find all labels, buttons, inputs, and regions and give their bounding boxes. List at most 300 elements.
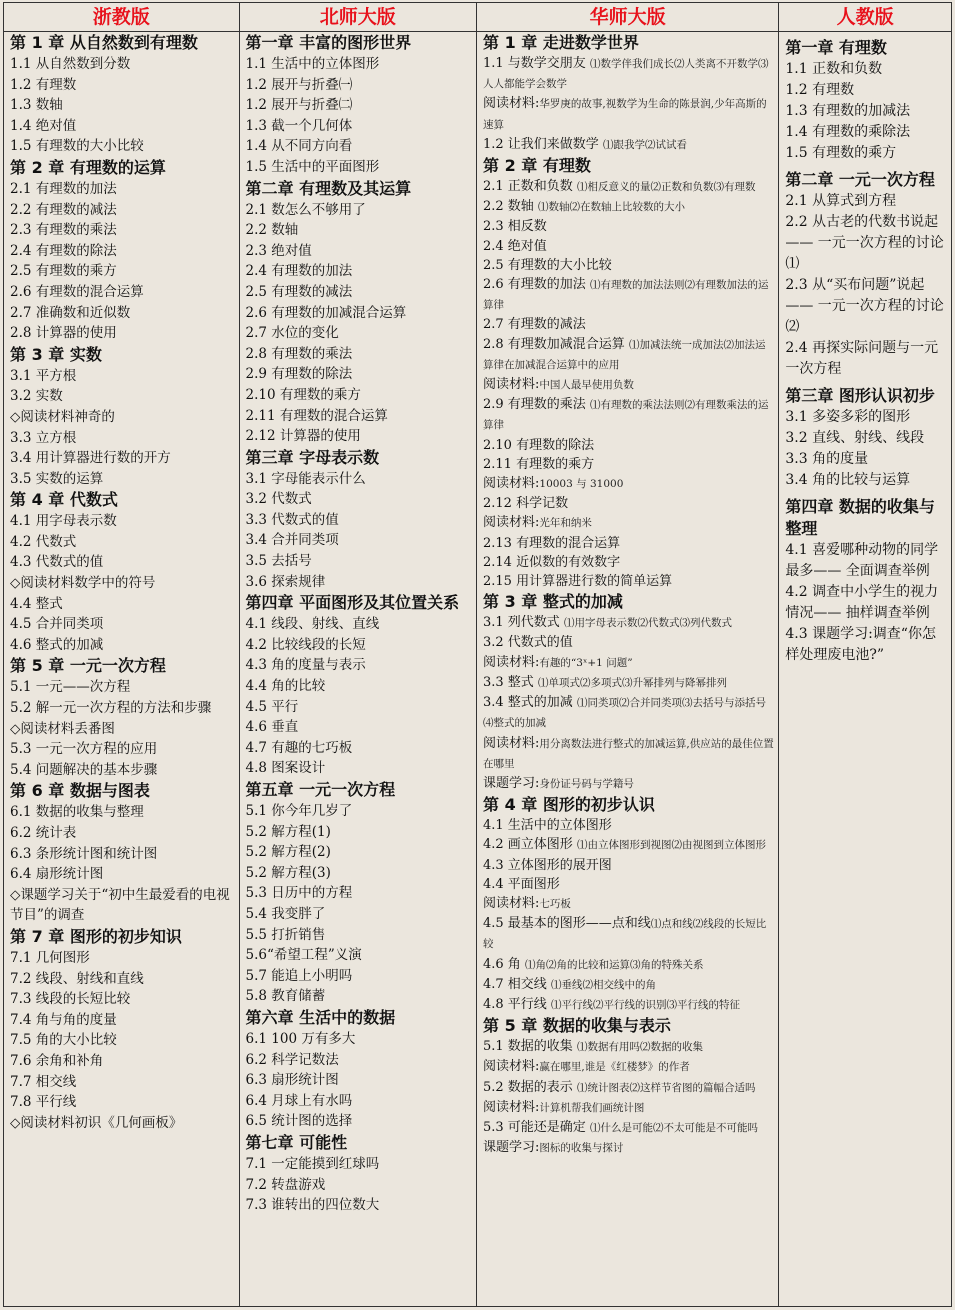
chapter-title: 第五章 一元一次方程 [245,780,396,799]
chapter-title: 第二章 一元一次方程 [785,170,935,189]
section-title: 1.1 生活中的立体图形 [245,56,380,72]
section-title: 2.8 有理数加减混合运算 [483,336,629,352]
section-title: 7.2 线段、射线和直线 [10,970,144,987]
section-title: 3.2 直线、射线、线段 [785,430,925,446]
section-title: 4.6 角 [483,956,525,972]
section-title: 2.3 从“买布问题”说起—— 一元一次方程的讨论⑵ [785,277,944,335]
chapter-title: 第 1 章 走进数学世界 [483,33,639,52]
section-title: 3.3 整式 [483,674,538,690]
section-title: 4.1 喜爱哪种动物的同学最多—— 全面调查举例 [785,542,939,579]
section-item [483,633,774,652]
chapter-title: 第一章 有理数 [785,38,887,57]
section-item [10,698,235,719]
section-note: 七巧板 [539,897,571,910]
section-item [246,572,473,593]
section-title: 1.4 从不同方向看 [245,138,353,155]
chapter-title: 第七章 可能性 [245,1132,348,1152]
section-title: 6.2 统计表 [10,825,77,841]
section-title: 7.4 角与角的度量 [10,1011,117,1028]
section-item [483,315,774,334]
section-title: 3.4 合并同类项 [245,532,339,549]
section-item [10,448,235,469]
section-title: 6.1 数据的收集与整理 [10,804,144,821]
section-title: 3.4 角的比较与运算 [785,472,911,488]
section-title: 4.5 平行 [245,698,299,715]
section-title: 2.6 有理数的加法 [483,277,590,293]
section-title: ◇课题学习关于“初中生最爱看的电视节目”的调查 [10,886,230,924]
section-note: ⑴垂线⑵相交线中的角 [550,978,656,991]
section-title: 2.3 有理数的乘法 [10,222,117,239]
section-note: 图标的收集与探讨 [539,1142,624,1155]
section-title: 4.1 用字母表示数 [10,513,117,530]
section-item [483,513,774,533]
section-title: 3.1 平方根 [10,367,77,384]
section-title: 2.12 计算器的使用 [245,428,361,445]
section-title: 2.10 有理数的乘方 [245,386,361,403]
section-item [483,197,774,217]
section-title: 3.2 实数 [10,388,63,405]
section-item [10,54,235,75]
chapter-title: 第 1 章 从自然数到有理数 [10,33,198,52]
section-title: 1.1 与数学交朋友 [483,56,590,71]
section-title: 阅读材料: [483,735,540,751]
section-title: 4.1 线段、射线、直线 [245,616,380,633]
section-item [483,1057,774,1077]
section-title: 2.14 近似数的有效数字 [483,554,621,570]
section-title: 2.12 科学记数 [483,496,569,512]
section-title: 5.4 我变胖了 [245,905,326,922]
section-item [246,655,473,676]
section-item [10,75,235,96]
section-note: ⑴平行线⑵平行线的识别⑶平行线的特征 [550,998,740,1011]
section-item [10,136,235,157]
section-item [483,275,774,315]
section-title: ◇阅读材料丢番图 [10,720,115,737]
section-title: 6.4 月球上有水吗 [245,1092,353,1109]
section-title: 阅读材料: [483,1099,540,1115]
chapter-heading [246,1007,473,1029]
section-item [10,614,235,635]
section-item [483,177,774,197]
section-note: ⑴有理数的加法法则⑵有理数加法的运算律 [483,279,769,312]
section-note: ⑴数轴⑵在数轴上比较数的大小 [537,201,685,214]
section-item [785,143,947,164]
chapter-title: 第二章 有理数及其运算 [245,178,412,198]
section-title: 3.4 整式的加减 [483,695,577,711]
section-title: 2.5 有理数的乘方 [10,263,117,280]
section-title: 2.5 有理数的大小比较 [483,257,612,273]
section-item [483,553,774,572]
section-title: 2.11 有理数的混合运算 [245,407,388,424]
chapter-title: 第 5 章 一元一次方程 [10,656,166,676]
section-item [785,191,947,212]
section-item [246,406,473,427]
chapter-heading [10,655,235,677]
section-title: 3.6 探索规律 [245,573,326,590]
section-title: 5.7 能追上小明吗 [245,967,353,984]
section-title: 7.8 平行线 [10,1094,77,1111]
chapter-heading [246,592,473,614]
section-item [246,1175,473,1196]
section-item [246,717,473,738]
section-note: 计算机帮我们画统计图 [539,1101,645,1114]
section-item [246,1154,473,1175]
section-title: 1.5 有理数的大小比较 [10,138,144,155]
section-title: 2.11 有理数的乘方 [483,456,595,472]
section-title: 2.10 有理数的除法 [483,437,595,453]
section-item [10,1030,235,1051]
section-title: 5.2 数据的表示 [483,1079,577,1095]
section-title: 4.5 合并同类项 [10,616,104,633]
section-title: 3.2 代数式 [245,491,312,508]
section-note: 10003 与 31000 [539,478,624,491]
section-item [483,613,774,633]
section-item [246,986,473,1007]
section-item [483,955,774,975]
section-item [785,101,947,122]
section-title: 4.4 角的比较 [245,678,326,695]
section-item [483,693,774,733]
section-title: 2.5 有理数的减法 [245,283,353,300]
section-title: 7.2 转盘游戏 [245,1176,326,1193]
section-note: ⑴用字母表示数⑵代数式⑶列代数式 [563,617,732,630]
section-item [246,697,473,718]
section-item [10,1051,235,1072]
section-item [483,494,774,513]
section-item [10,677,235,698]
section-title: 阅读材料: [483,1059,540,1075]
section-item [483,875,774,894]
section-item [246,469,473,490]
section-item [246,116,473,137]
section-item [246,1070,473,1091]
section-item [483,894,774,914]
section-item [10,594,235,615]
section-item [246,1111,473,1132]
section-title: 5.1 你今年几岁了 [245,803,353,819]
section-item [10,241,235,262]
section-item [246,385,473,406]
section-title: 2.1 正数和负数 [483,179,577,195]
section-item [10,469,235,490]
section-item [246,344,473,365]
section-note: ⑴由立体图形到视图⑵由视图到立体图形 [576,839,766,852]
section-item [10,116,235,137]
chapter-heading [10,780,235,802]
section-item [483,774,774,794]
section-item [246,510,473,531]
section-item [246,95,473,116]
section-note: ⑴跟我学⑵试试看 [602,138,687,151]
column-header: 浙教版 [4,3,239,32]
section-item [10,407,235,428]
chapter-heading [10,489,235,511]
section-title: 5.4 问题解决的基本步骤 [10,761,158,778]
chapter-heading [785,37,947,59]
section-note: ⑴同类项⑵合并同类项⑶去括号与添括号⑷整式的加减 [483,697,766,730]
section-item [10,386,235,407]
section-item [10,635,235,656]
section-item [246,1050,473,1071]
section-title: 3.5 去括号 [245,553,312,570]
section-title: 2.3 相反数 [483,219,547,235]
section-item [483,856,774,875]
section-title: 5.3 日历中的方程 [245,885,353,902]
section-item [10,823,235,844]
section-item [483,734,774,774]
chapter-title: 第 3 章 实数 [10,344,102,364]
section-item [246,530,473,551]
section-item [483,673,774,693]
section-note: ⑴角⑵角的比较和运算⑶角的特殊关系 [524,958,704,971]
section-title: 2.4 绝对值 [483,238,547,254]
section-item [10,220,235,241]
section-title: 3.2 代数式的值 [483,635,573,651]
section-item [246,925,473,946]
section-title: 1.3 数轴 [10,97,63,114]
section-item [246,75,473,96]
section-title: 5.2 解一元一次方程的方法和步骤 [10,700,212,717]
chapter-heading [246,447,473,469]
section-title: 4.7 相交线 [483,976,551,992]
section-title: 1.1 正数和负数 [785,61,883,77]
entry-list [246,32,473,1216]
chapter-heading [483,591,774,613]
chapter-title: 第 2 章 有理数 [483,156,591,176]
section-title: 2.3 绝对值 [245,242,312,259]
section-title: 5.8 教育储蓄 [245,988,326,1005]
section-item [785,122,947,143]
section-title: 阅读材料: [483,895,540,911]
section-title: 3.5 实数的运算 [10,470,104,487]
section-title: 2.9 有理数的乘法 [483,397,590,413]
chapter-heading [10,926,235,948]
section-item [785,275,947,338]
section-title: 6.1 100 万有多大 [245,1030,356,1047]
section-note: ⑴相反意义的量⑵正数和负数⑶有理数 [576,181,756,194]
section-title: 2.4 有理数的除法 [10,242,117,259]
section-item [483,335,774,375]
section-item [246,54,473,75]
section-item [10,282,235,303]
section-item [483,1037,774,1057]
column-beishida [240,3,478,1306]
section-title: 7.1 一定能摸到红球吗 [245,1155,380,1172]
chapter-title: 第 5 章 数据的收集与表示 [483,1016,671,1036]
chapter-heading [483,1015,774,1037]
section-item [246,1029,473,1050]
section-item [483,237,774,256]
section-title: 7.1 几何图形 [10,949,90,966]
chapter-title: 第 3 章 整式的加减 [483,592,623,612]
section-item [246,551,473,572]
column-zhejiao [4,3,240,1306]
section-title: 4.8 平行线 [483,996,551,1012]
section-title: 5.1 数据的收集 [483,1039,577,1055]
chapter-heading [246,779,473,801]
section-title: 1.4 有理数的乘除法 [785,124,911,140]
chapter-title: 第三章 字母表示数 [245,447,380,467]
section-note: 赢在哪里,谁是《红楼梦》的作者 [539,1061,690,1074]
section-item [785,212,947,275]
chapter-title: 第六章 生活中的数据 [245,1007,396,1027]
section-title: 3.3 立方根 [10,429,77,446]
section-title: 课题学习: [483,1140,540,1156]
section-title: 阅读材料: [483,377,540,393]
section-item [246,364,473,385]
section-item [10,885,235,926]
section-item [10,1010,235,1031]
section-item [483,217,774,236]
chapter-heading [483,32,774,54]
chapter-heading [10,344,235,366]
section-title: 2.4 再探实际问题与一元一次方程 [785,340,939,377]
chapter-title: 第四章 平面图形及其位置关系 [245,593,460,613]
entry-list [785,37,947,666]
section-item [10,573,235,594]
section-item [483,835,774,855]
section-item [10,844,235,865]
section-title: 1.5 有理数的乘方 [785,145,897,161]
section-item [483,395,774,435]
section-item [10,989,235,1010]
column-header: 人教版 [779,3,951,32]
section-item [483,653,774,673]
section-title: 4.3 课题学习:调查“你怎样处理废电池?” [785,626,936,663]
section-title: 2.6 有理数的加减混合运算 [245,304,407,321]
section-item [483,1098,774,1118]
section-title: 1.4 绝对值 [10,117,77,134]
section-item [246,489,473,510]
section-note: 有趣的“3ˣ+1 问题” [539,656,633,669]
chapter-heading [785,496,947,540]
section-item [483,572,774,591]
section-title: 6.2 科学记数法 [245,1051,339,1068]
section-item [10,1113,235,1134]
section-item [10,303,235,324]
entry-list [10,32,235,1133]
section-item [785,338,947,380]
section-title: 5.6“希望工程”义演 [245,947,362,964]
section-title: 2.1 数怎么不够用了 [245,201,366,218]
section-item [246,863,473,884]
section-note: ⑴什么是可能⑵不太可能是不可能吗 [589,1121,758,1134]
section-note: ⑴数据有用吗⑵数据的收集 [576,1041,703,1054]
section-note: ⑴统计图表⑵这样节省图的篇幅合适吗 [576,1081,756,1094]
section-item [785,428,947,449]
section-item [246,945,473,966]
section-title: 阅读材料: [483,654,540,670]
chapter-heading [483,794,774,816]
section-note: ⑴有理数的乘法法则⑵有理数乘法的运算律 [483,399,769,432]
section-title: 2.2 数轴 [483,199,538,215]
section-item [483,135,774,155]
section-title: 2.4 有理数的加法 [245,263,353,280]
section-title: 2.6 有理数的混合运算 [10,283,144,300]
section-title: 1.1 从自然数到分数 [10,56,131,72]
section-item [785,470,947,491]
section-item [246,904,473,925]
section-title: 2.1 有理数的加法 [10,180,117,197]
section-title: 3.1 字母能表示什么 [245,470,366,487]
section-title: 6.4 扇形统计图 [10,866,104,883]
section-title: 1.2 展开与折叠㈡ [245,97,353,114]
section-title: 4.2 比较线段的长短 [245,636,366,653]
section-title: 5.5 打折销售 [245,926,326,943]
section-item [785,540,947,582]
section-item [10,428,235,449]
chapter-heading [246,32,473,54]
section-title: 7.3 谁转出的四位数大 [245,1197,380,1214]
chapter-title: 第 6 章 数据与图表 [10,781,150,801]
section-title: 6.3 条形统计图和统计图 [10,845,158,862]
section-title: 4.8 图案设计 [245,760,326,777]
section-item [785,449,947,470]
section-item [246,883,473,904]
section-title: 5.2 解方程(1) [245,823,331,840]
section-item [246,966,473,987]
section-item [483,455,774,474]
section-item [785,582,947,624]
chapter-title: 第一章 丰富的图形世界 [245,33,412,52]
column-header: 华师大版 [477,3,778,32]
section-title: 7.5 角的大小比较 [10,1032,117,1049]
section-item [483,256,774,275]
section-title: ◇阅读材料数学中的符号 [10,575,156,592]
section-title: 2.9 有理数的除法 [245,366,353,383]
section-note: ⑴点和线⑵线段的长短比较 [483,918,767,951]
section-title: 3.3 代数式的值 [245,511,339,528]
section-item [785,407,947,428]
section-title: 7.7 相交线 [10,1073,77,1090]
section-title: 6.3 扇形统计图 [245,1072,339,1089]
section-title: 阅读材料: [483,515,540,531]
section-item [246,323,473,344]
section-item [10,969,235,990]
section-title: 2.2 从古老的代数书说起—— 一元一次方程的讨论⑴ [785,214,944,272]
chapter-heading [246,1132,473,1154]
chapter-title: 第 4 章 图形的初步认识 [483,795,655,815]
section-title: 2.13 有理数的混合运算 [483,535,621,551]
section-title: 5.2 解方程(2) [245,844,331,861]
section-item [246,157,473,178]
section-title: 5.1 一元——次方程 [10,679,131,696]
section-title: ◇阅读材料初识《几何画板》 [10,1114,183,1131]
section-item [10,366,235,387]
chapter-heading [483,155,774,177]
section-item [246,136,473,157]
section-item [483,995,774,1015]
section-title: 4.5 最基本的图形——点和线 [483,916,651,932]
section-item [10,719,235,740]
section-title: 1.2 有理数 [785,82,855,98]
section-item [246,200,473,221]
section-item [246,261,473,282]
section-item [10,864,235,885]
section-item [246,738,473,759]
chapter-heading [10,32,235,54]
section-item [10,323,235,344]
section-item [246,842,473,863]
section-item [246,801,473,822]
section-item [246,220,473,241]
section-item [785,80,947,101]
section-title: 6.5 统计图的选择 [245,1113,353,1130]
section-title: 3.3 角的度量 [785,451,869,467]
section-item [10,1072,235,1093]
chapter-heading [785,169,947,191]
section-title: 阅读材料: [483,476,540,492]
